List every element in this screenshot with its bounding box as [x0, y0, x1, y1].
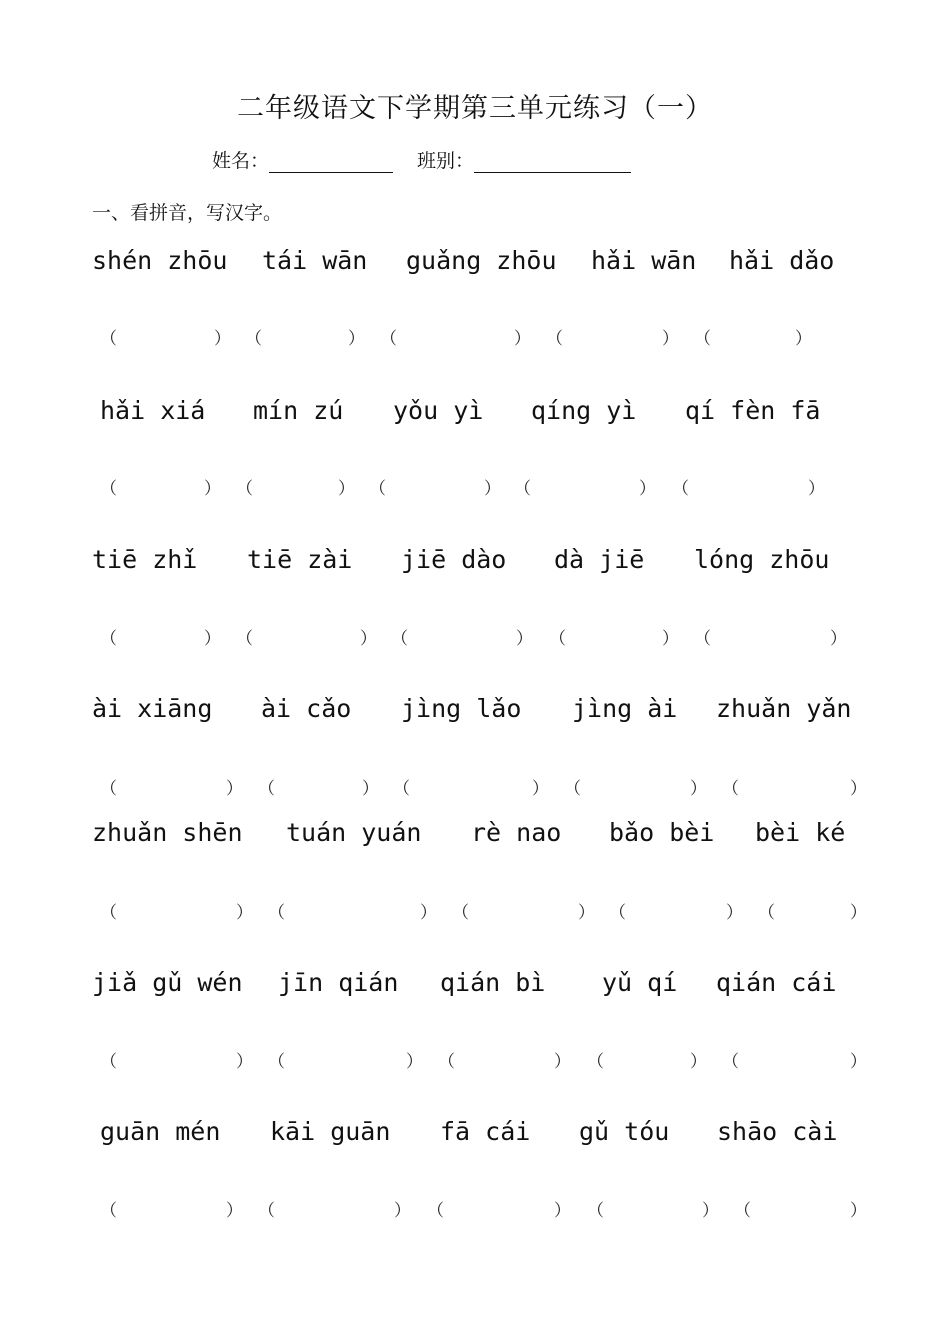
answer-open-paren: （: [587, 1052, 604, 1072]
answer-open-paren: （: [268, 1052, 285, 1072]
answer-close-paren: ）: [850, 903, 867, 923]
pinyin-word: qián bì: [440, 968, 546, 997]
answer-close-paren: ）: [362, 779, 379, 799]
answer-open-paren: （: [722, 779, 739, 799]
answer-close-paren: ）: [639, 479, 656, 499]
pinyin-word: guān mén: [100, 1117, 221, 1146]
answer-close-paren: ）: [204, 629, 221, 649]
answer-open-paren: （: [369, 479, 386, 499]
section-title: 一、看拼音，写汉字。: [92, 202, 283, 224]
answer-open-paren: （: [391, 629, 408, 649]
answer-close-paren: ）: [532, 779, 549, 799]
answer-close-paren: ）: [394, 1201, 411, 1221]
pinyin-word: jiǎ gǔ wén: [92, 968, 243, 997]
pinyin-word: ài cǎo: [261, 694, 352, 723]
answer-open-paren: （: [427, 1201, 444, 1221]
pinyin-word: tái wān: [262, 246, 368, 275]
pinyin-word: jìng lǎo: [401, 694, 522, 723]
worksheet-title: 二年级语文下学期第三单元练习（一）: [237, 93, 713, 124]
answer-close-paren: ）: [514, 329, 531, 349]
pinyin-word: kāi guān: [270, 1117, 391, 1146]
answer-open-paren: （: [100, 329, 117, 349]
answer-open-paren: （: [245, 329, 262, 349]
answer-row: [0, 898, 950, 922]
answer-close-paren: ）: [226, 1201, 243, 1221]
pinyin-word: tiē zhǐ: [92, 545, 198, 574]
answer-close-paren: ）: [662, 329, 679, 349]
pinyin-word: qián cái: [716, 968, 837, 997]
pinyin-word: shāo cài: [717, 1117, 838, 1146]
class-label: 班别：: [417, 150, 475, 172]
answer-close-paren: ）: [850, 779, 867, 799]
answer-close-paren: ）: [662, 629, 679, 649]
pinyin-word: jīn qián: [278, 968, 399, 997]
answer-open-paren: （: [564, 779, 581, 799]
answer-close-paren: ）: [850, 1052, 867, 1072]
pinyin-word: shén zhōu: [92, 246, 228, 275]
pinyin-row: [0, 396, 950, 430]
pinyin-word: tuán yuán: [286, 818, 422, 847]
pinyin-row: [0, 968, 950, 1002]
pinyin-word: qíng yì: [531, 396, 637, 425]
answer-close-paren: ）: [578, 903, 595, 923]
pinyin-word: ài xiāng: [92, 694, 213, 723]
answer-open-paren: （: [758, 903, 775, 923]
pinyin-row: [0, 545, 950, 579]
answer-open-paren: （: [549, 629, 566, 649]
answer-open-paren: （: [546, 329, 563, 349]
answer-close-paren: ）: [554, 1052, 571, 1072]
pinyin-word: hǎi xiá: [100, 396, 206, 425]
answer-open-paren: （: [438, 1052, 455, 1072]
answer-close-paren: ）: [236, 903, 253, 923]
answer-close-paren: ）: [484, 479, 501, 499]
pinyin-row: [0, 694, 950, 728]
answer-close-paren: ）: [702, 1201, 719, 1221]
answer-row: [0, 624, 950, 648]
answer-close-paren: ）: [348, 329, 365, 349]
answer-open-paren: （: [694, 329, 711, 349]
answer-close-paren: ）: [690, 1052, 707, 1072]
answer-open-paren: （: [100, 629, 117, 649]
answer-close-paren: ）: [850, 1201, 867, 1221]
pinyin-word: bǎo bèi: [609, 818, 715, 847]
pinyin-word: fā cái: [440, 1117, 531, 1146]
answer-close-paren: ）: [554, 1201, 571, 1221]
answer-close-paren: ）: [830, 629, 847, 649]
answer-close-paren: ）: [406, 1052, 423, 1072]
pinyin-row: [0, 818, 950, 852]
answer-close-paren: ）: [360, 629, 377, 649]
answer-close-paren: ）: [204, 479, 221, 499]
pinyin-word: qí fèn fā: [685, 396, 821, 425]
pinyin-word: rè nao: [471, 818, 562, 847]
answer-row: [0, 1047, 950, 1071]
pinyin-word: bèi ké: [755, 818, 846, 847]
answer-close-paren: ）: [236, 1052, 253, 1072]
pinyin-word: tiē zài: [247, 545, 353, 574]
answer-open-paren: （: [268, 903, 285, 923]
pinyin-word: jiē dào: [401, 545, 507, 574]
student-info: [212, 146, 631, 173]
answer-open-paren: （: [100, 1201, 117, 1221]
name-blank[interactable]: [269, 146, 393, 173]
pinyin-word: jìng ài: [572, 694, 678, 723]
answer-open-paren: （: [236, 629, 253, 649]
answer-close-paren: ）: [690, 779, 707, 799]
answer-close-paren: ）: [516, 629, 533, 649]
pinyin-row: [0, 246, 950, 280]
answer-open-paren: （: [452, 903, 469, 923]
answer-close-paren: ）: [726, 903, 743, 923]
answer-close-paren: ）: [338, 479, 355, 499]
pinyin-word: hǎi wān: [591, 246, 697, 275]
answer-close-paren: ）: [795, 329, 812, 349]
pinyin-word: dà jiē: [554, 545, 645, 574]
answer-open-paren: （: [380, 329, 397, 349]
pinyin-row: [0, 1117, 950, 1151]
answer-open-paren: （: [694, 629, 711, 649]
class-blank[interactable]: [474, 146, 631, 173]
answer-open-paren: （: [100, 779, 117, 799]
pinyin-word: zhuǎn shēn: [92, 818, 243, 847]
answer-row: [0, 324, 950, 348]
answer-close-paren: ）: [420, 903, 437, 923]
answer-close-paren: ）: [808, 479, 825, 499]
answer-row: [0, 474, 950, 498]
answer-open-paren: （: [734, 1201, 751, 1221]
answer-open-paren: （: [258, 1201, 275, 1221]
pinyin-word: mín zú: [253, 396, 344, 425]
pinyin-word: yǒu yì: [393, 396, 484, 425]
answer-open-paren: （: [258, 779, 275, 799]
pinyin-word: yǔ qí: [602, 968, 678, 997]
answer-open-paren: （: [100, 903, 117, 923]
answer-close-paren: ）: [214, 329, 231, 349]
answer-open-paren: （: [722, 1052, 739, 1072]
answer-open-paren: （: [609, 903, 626, 923]
answer-row: [0, 774, 950, 798]
name-label: 姓名：: [212, 150, 270, 172]
answer-open-paren: （: [236, 479, 253, 499]
answer-open-paren: （: [100, 1052, 117, 1072]
answer-row: [0, 1196, 950, 1220]
answer-open-paren: （: [514, 479, 531, 499]
pinyin-word: hǎi dǎo: [729, 246, 835, 275]
answer-open-paren: （: [672, 479, 689, 499]
answer-open-paren: （: [100, 479, 117, 499]
pinyin-word: zhuǎn yǎn: [716, 694, 852, 723]
answer-open-paren: （: [587, 1201, 604, 1221]
answer-open-paren: （: [393, 779, 410, 799]
pinyin-word: lóng zhōu: [694, 545, 830, 574]
answer-close-paren: ）: [226, 779, 243, 799]
pinyin-word: guǎng zhōu: [406, 246, 557, 275]
pinyin-word: gǔ tóu: [579, 1117, 670, 1146]
